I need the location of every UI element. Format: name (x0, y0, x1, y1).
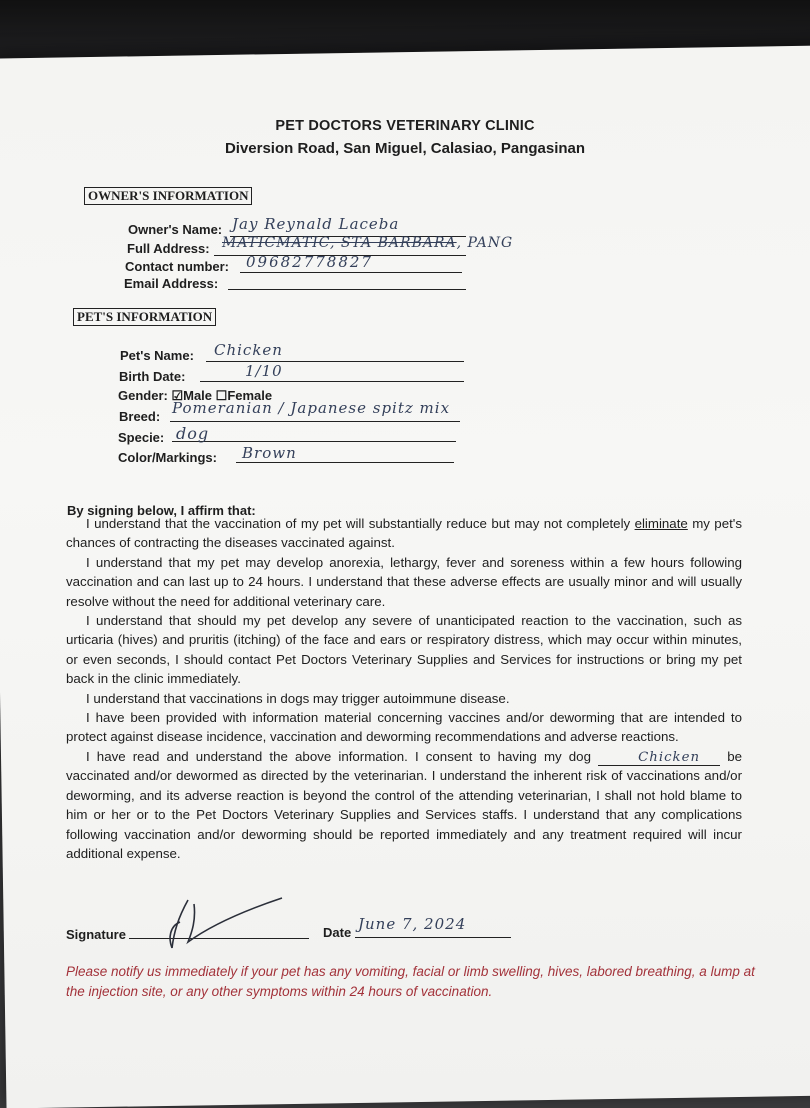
color-markings-line (236, 462, 454, 463)
specie-value: dog (176, 424, 210, 443)
full-address-tail: , PANG (456, 235, 514, 251)
clinic-name: PET DOCTORS VETERINARY CLINIC (275, 118, 535, 134)
owner-section-heading: OWNER'S INFORMATION (84, 187, 252, 205)
consent-paragraph-6: I have read and understand the above information. I consent to having my dog Chicken be vaccinated and/or dewormed as directed by the veterinarian. I understand the inherent risk of vaccinations and/or deworming, and its adverse reaction is beyond the control of the attending veterinarian, I shall not hold blame to him or her or to the Pet Doctors Veterinary Supplies and Services staffs. I understand that any complications following vaccination and/or deworming should be reported immediately and any treatment required will incur additional expense. (66, 748, 742, 861)
breed-value: Pomeranian / Japanese spitz mix (172, 399, 451, 417)
male-label: Male (183, 388, 213, 403)
date-value: June 7, 2024 (358, 915, 467, 933)
female-checkbox[interactable]: ☐ (215, 388, 228, 403)
owner-name-value: Jay Reynald Laceba (232, 215, 400, 233)
pet-name-label: Pet's Name: (120, 348, 194, 363)
male-checkbox[interactable]: ☑ (171, 388, 184, 403)
color-markings-label: Color/Markings: (118, 450, 217, 465)
full-address-label: Full Address: (127, 241, 210, 256)
post-vaccination-notice: Please notify us immediately if your pet has any vomiting, facial or limb swelling, hives, labored breathing, a lump at the injection site, or any other symptoms within 24 hours of vaccination. (66, 964, 755, 999)
birth-date-label: Birth Date: (119, 369, 186, 384)
email-label: Email Address: (124, 276, 219, 291)
specie-line (172, 441, 456, 442)
signature-scribble (150, 892, 290, 952)
birth-date-value: 1/10 (245, 362, 283, 380)
consent-paragraph-2: I understand that my pet may develop anorexia, lethargy, fever and soreness within a few hours following vaccination and can last up to 24 hours. I understand that these adverse effects are usually minor and will usually resolve without the need for additional veterinary care. (66, 554, 742, 609)
contact-number-line (240, 272, 462, 273)
color-markings-value: Brown (242, 444, 297, 462)
owner-name-label: Owner's Name: (128, 222, 223, 237)
contact-number-label: Contact number: (125, 259, 229, 274)
birth-date-line (200, 381, 464, 382)
specie-label: Specie: (118, 430, 165, 445)
consent-paragraph-3: I understand that should my pet develop any severe of unanticipated reaction to the vaccination, such as urticaria (hives) and pruritis (itching) of the face and ears or respiratory distress, which may occur within minutes, or even seconds, I should contact Pet Doctors Veterinary Supplies and Services for instructions or bring my pet back in the clinic immediately. (66, 613, 742, 687)
consent-text (66, 514, 742, 863)
clinic-address: Diversion Road, San Miguel, Calasiao, Pangasinan (224, 140, 586, 157)
contact-number-value: 09682778827 (246, 253, 373, 271)
dog-name-fill: Chicken (598, 750, 720, 766)
pet-section-heading: PET'S INFORMATION (73, 308, 216, 326)
eliminate-word: eliminate (634, 516, 688, 531)
date-label: Date (323, 925, 352, 940)
signature-label: Signature (66, 927, 126, 942)
gender-label: Gender: (118, 388, 168, 403)
consent-paragraph-1: I understand that the vaccination of my pet will substantially reduce but may not completely eliminate my pet's chances of contracting the diseases vaccinated against. (66, 516, 742, 551)
breed-line (170, 421, 460, 422)
breed-label: Breed: (119, 409, 161, 424)
female-label: Female (227, 388, 273, 403)
full-address-struck: MATICMATIC, STA BARBARA (222, 235, 457, 251)
consent-paragraph-5: I have been provided with information material concerning vaccines and/or deworming that are intended to protect against disease incidence, vaccination and deworming recommendations and adverse reactions. (66, 710, 742, 745)
date-line (355, 937, 511, 938)
affirm-intro: By signing below, I affirm that: (67, 503, 256, 518)
pet-name-value: Chicken (214, 341, 283, 359)
consent-paragraph-4: I understand that vaccinations in dogs may trigger autoimmune disease. (86, 690, 510, 706)
email-line (228, 289, 466, 290)
